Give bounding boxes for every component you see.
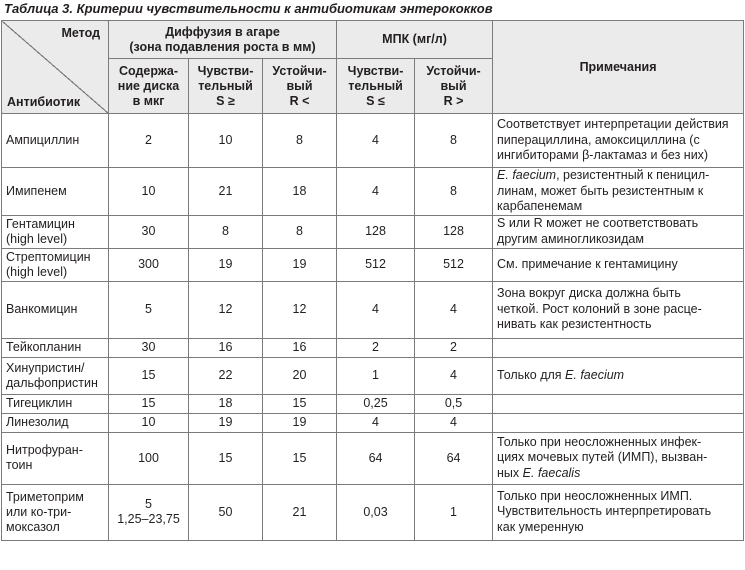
table-row: [2, 281, 744, 338]
mic-susceptible-cell: 0,25: [337, 394, 415, 413]
zone-resistant-cell: 19: [263, 248, 337, 281]
table-row: [2, 357, 744, 394]
disk-content-cell: 2: [109, 114, 189, 168]
zone-resistant-cell: 12: [263, 281, 337, 338]
zone-resistant-cell: 20: [263, 357, 337, 394]
zone-resistant-cell: 18: [263, 168, 337, 216]
mic-susceptible-cell: 512: [337, 248, 415, 281]
table-row: [2, 168, 744, 216]
disk-content-cell: 5: [109, 281, 189, 338]
note-cell: E. faecium, резистентный к пеницил- линам, может быть резистентным к карбапенемам: [493, 168, 744, 216]
method-antibiotic-header: [2, 21, 109, 114]
method-header-label: Метод: [61, 26, 100, 40]
mic-susceptible-cell: 1: [337, 357, 415, 394]
mic-resistant-cell: 8: [415, 168, 493, 216]
table-row: [2, 484, 744, 540]
mic-susceptible-cell: 64: [337, 432, 415, 484]
disk-content-cell: 10: [109, 413, 189, 432]
mic-susceptible-cell: 2: [337, 338, 415, 357]
antibiotic-header-label: Антибиотик: [7, 95, 81, 109]
disk-content-header: Содержа- ние диска в мкг: [109, 59, 189, 114]
note-cell: Только при неосложненных ИМП. Чувствительность интерпретировать как умеренную: [493, 484, 744, 540]
antibiotic-name-cell: Хинупристин/ дальфопристин: [2, 357, 109, 394]
disk-content-cell: 15: [109, 357, 189, 394]
zone-resistant-cell: 8: [263, 114, 337, 168]
table-row: [2, 432, 744, 484]
mic-resistant-cell: 0,5: [415, 394, 493, 413]
mic-resistant-cell: 128: [415, 215, 493, 248]
zone-susceptible-header: Чувстви- тельный S ≥: [189, 59, 263, 114]
mic-susceptible-cell: 128: [337, 215, 415, 248]
zone-resistant-cell: 8: [263, 215, 337, 248]
zone-susceptible-cell: 19: [189, 248, 263, 281]
table-body: [2, 114, 744, 541]
note-cell: Соответствует интерпретации действия пиперациллина, амоксициллина (с ингибиторами β-лактамаз и без них): [493, 114, 744, 168]
table-row: [2, 394, 744, 413]
zone-susceptible-cell: 10: [189, 114, 263, 168]
mic-susceptible-cell: 4: [337, 413, 415, 432]
note-cell: См. примечание к гентамицину: [493, 248, 744, 281]
zone-susceptible-cell: 15: [189, 432, 263, 484]
mic-susceptible-header: Чувстви- тельный S ≤: [337, 59, 415, 114]
disk-content-cell: 5 1,25–23,75: [109, 484, 189, 540]
mic-susceptible-cell: 4: [337, 114, 415, 168]
mic-resistant-cell: 2: [415, 338, 493, 357]
zone-susceptible-cell: 22: [189, 357, 263, 394]
note-cell: [493, 413, 744, 432]
antibiotic-name-cell: Ванкомицин: [2, 281, 109, 338]
table-row: [2, 114, 744, 168]
note-cell: Только при неосложненных инфек- циях мочевых путей (ИМП), вызван- ных E. faecalis: [493, 432, 744, 484]
zone-resistant-cell: 16: [263, 338, 337, 357]
zone-resistant-cell: 19: [263, 413, 337, 432]
diffusion-header: Диффузия в агаре (зона подавления роста в мм): [109, 21, 337, 59]
susceptibility-table: [1, 20, 744, 541]
disk-content-cell: 10: [109, 168, 189, 216]
note-cell: S или R может не соответствовать другим аминогликозидам: [493, 215, 744, 248]
antibiotic-name-cell: Ампициллин: [2, 114, 109, 168]
table-row: [2, 248, 744, 281]
antibiotic-name-cell: Линезолид: [2, 413, 109, 432]
zone-susceptible-cell: 19: [189, 413, 263, 432]
mic-resistant-cell: 4: [415, 357, 493, 394]
antibiotic-name-cell: Тигециклин: [2, 394, 109, 413]
table-row: [2, 338, 744, 357]
disk-content-cell: 30: [109, 215, 189, 248]
disk-content-cell: 30: [109, 338, 189, 357]
zone-susceptible-cell: 21: [189, 168, 263, 216]
zone-resistant-cell: 15: [263, 394, 337, 413]
note-cell: Только для E. faecium: [493, 357, 744, 394]
mic-header: МПК (мг/л): [337, 21, 493, 59]
mic-susceptible-cell: 4: [337, 168, 415, 216]
antibiotic-name-cell: Триметоприм или ко-три- моксазол: [2, 484, 109, 540]
antibiotic-name-cell: Гентамицин (high level): [2, 215, 109, 248]
note-cell: Зона вокруг диска должна быть четкой. Рост колоний в зоне расце- нивать как резистентность: [493, 281, 744, 338]
mic-resistant-cell: 4: [415, 281, 493, 338]
table-row: [2, 413, 744, 432]
table-row: [2, 215, 744, 248]
antibiotic-name-cell: Стрептомицин (high level): [2, 248, 109, 281]
disk-content-cell: 15: [109, 394, 189, 413]
antibiotic-name-cell: Имипенем: [2, 168, 109, 216]
mic-resistant-cell: 1: [415, 484, 493, 540]
zone-susceptible-cell: 12: [189, 281, 263, 338]
disk-content-cell: 300: [109, 248, 189, 281]
mic-resistant-cell: 4: [415, 413, 493, 432]
mic-resistant-cell: 8: [415, 114, 493, 168]
mic-resistant-cell: 512: [415, 248, 493, 281]
zone-susceptible-cell: 50: [189, 484, 263, 540]
table-caption: Таблица 3. Критерии чувствительности к антибиотикам энтерококков: [4, 1, 493, 16]
mic-susceptible-cell: 4: [337, 281, 415, 338]
note-cell: [493, 394, 744, 413]
disk-content-cell: 100: [109, 432, 189, 484]
antibiotic-name-cell: Нитрофуран- тоин: [2, 432, 109, 484]
note-cell: [493, 338, 744, 357]
mic-resistant-cell: 64: [415, 432, 493, 484]
zone-resistant-cell: 21: [263, 484, 337, 540]
zone-susceptible-cell: 8: [189, 215, 263, 248]
antibiotic-name-cell: Тейкопланин: [2, 338, 109, 357]
zone-resistant-cell: 15: [263, 432, 337, 484]
zone-susceptible-cell: 16: [189, 338, 263, 357]
mic-susceptible-cell: 0,03: [337, 484, 415, 540]
zone-susceptible-cell: 18: [189, 394, 263, 413]
mic-resistant-header: Устойчи- вый R >: [415, 59, 493, 114]
notes-header: Примечания: [493, 21, 744, 114]
zone-resistant-header: Устойчи- вый R <: [263, 59, 337, 114]
